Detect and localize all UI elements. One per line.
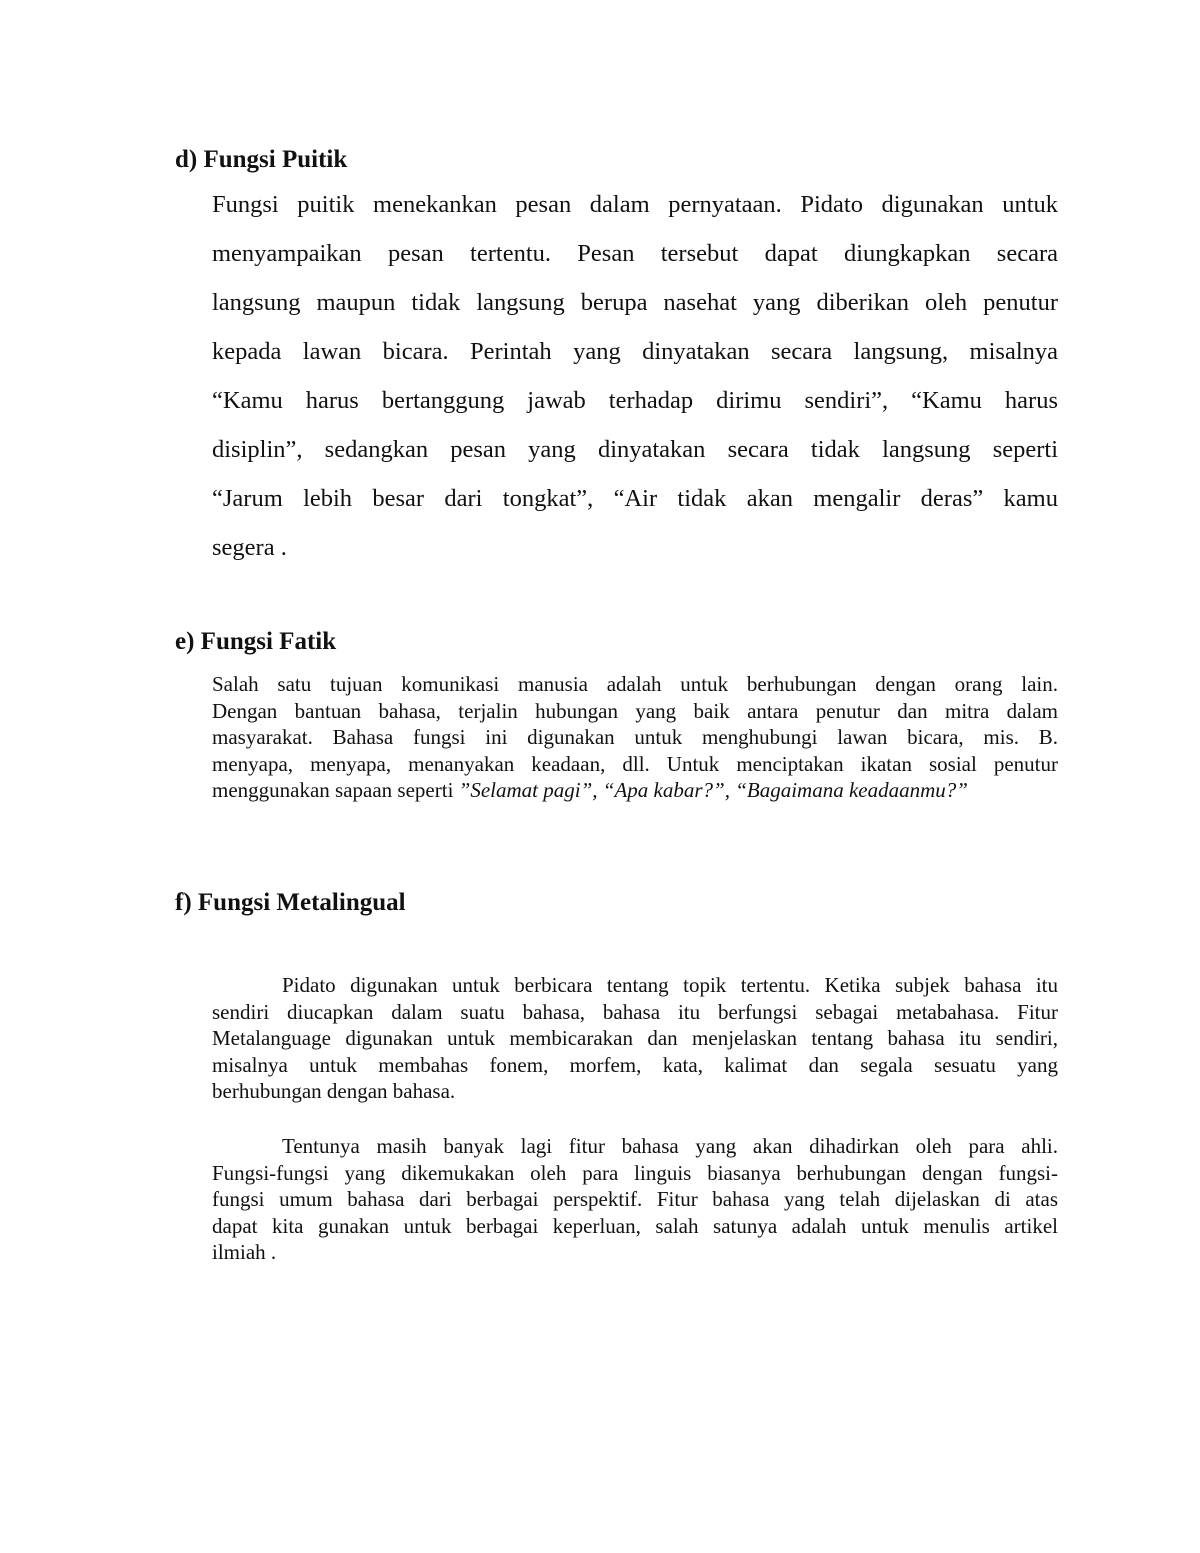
section-d-paragraph xyxy=(212,180,1058,572)
text-line: kepada lawan bicara. Perintah yang dinyatakan secara langsung, misalnya xyxy=(212,338,1058,365)
text-line: ilmiah . xyxy=(212,1240,277,1264)
text-line: disiplin”, sedangkan pesan yang dinyatakan secara tidak langsung seperti xyxy=(212,436,1058,463)
section-e-heading: e) Fungsi Fatik xyxy=(175,628,337,655)
text-line-prefix: menggunakan sapaan seperti xyxy=(212,778,459,802)
greeting-examples: ”Selamat pagi”, “Apa kabar?”, “Bagaimana keadaanmu?” xyxy=(458,778,968,802)
text-line: Salah satu tujuan komunikasi manusia adalah untuk berhubungan dengan orang lain. xyxy=(212,672,1058,696)
section-f-paragraph-2 xyxy=(212,1133,1058,1266)
section-d-heading: d) Fungsi Puitik xyxy=(175,146,348,173)
text-line: berhubungan dengan bahasa. xyxy=(212,1079,456,1103)
text-line: “Kamu harus bertanggung jawab terhadap dirimu sendiri”, “Kamu harus xyxy=(212,387,1058,414)
text-line: menyapa, menyapa, menanyakan keadaan, dll. Untuk menciptakan ikatan sosial penutur xyxy=(212,751,1058,776)
section-e-paragraph xyxy=(212,671,1058,804)
text-line: fungsi umum bahasa dari berbagai perspektif. Fitur bahasa yang telah dijelaskan di atas xyxy=(212,1187,1058,1211)
text-line: Fungsi puitik menekankan pesan dalam pernyataan. Pidato digunakan untuk xyxy=(212,191,1058,218)
text-line: Tentunya masih banyak lagi fitur bahasa yang akan dihadirkan oleh para ahli. xyxy=(282,1134,1058,1158)
text-line: misalnya untuk membahas fonem, morfem, kata, kalimat dan segala sesuatu yang xyxy=(212,1052,1058,1077)
text-line: Pidato digunakan untuk berbicara tentang topik tertentu. Ketika subjek bahasa itu xyxy=(282,973,1058,997)
text-line: menyampaikan pesan tertentu. Pesan tersebut dapat diungkapkan secara xyxy=(212,240,1058,267)
text-line: langsung maupun tidak langsung berupa nasehat yang diberikan oleh penutur xyxy=(212,289,1058,316)
text-line: sendiri diucapkan dalam suatu bahasa, bahasa itu berfungsi sebagai metabahasa. Fitur xyxy=(212,999,1058,1024)
text-line: masyarakat. Bahasa fungsi ini digunakan untuk menghubungi lawan bicara, mis. B. xyxy=(212,725,1058,749)
text-line: segera . xyxy=(212,534,287,561)
text-line: “Jarum lebih besar dari tongkat”, “Air tidak akan mengalir deras” kamu xyxy=(212,485,1058,512)
text-line: Metalanguage digunakan untuk membicarakan dan menjelaskan tentang bahasa itu sendiri, xyxy=(212,1026,1058,1050)
text-line: dapat kita gunakan untuk berbagai keperluan, salah satunya adalah untuk menulis artikel xyxy=(212,1213,1058,1238)
text-line xyxy=(212,777,1058,804)
text-line: Fungsi-fungsi yang dikemukakan oleh para linguis biasanya berhubungan dengan fungsi- xyxy=(212,1160,1058,1185)
section-f-paragraph-1 xyxy=(212,972,1058,1105)
text-line: Dengan bantuan bahasa, terjalin hubungan yang baik antara penutur dan mitra dalam xyxy=(212,698,1058,723)
section-f-heading: f) Fungsi Metalingual xyxy=(175,889,406,916)
